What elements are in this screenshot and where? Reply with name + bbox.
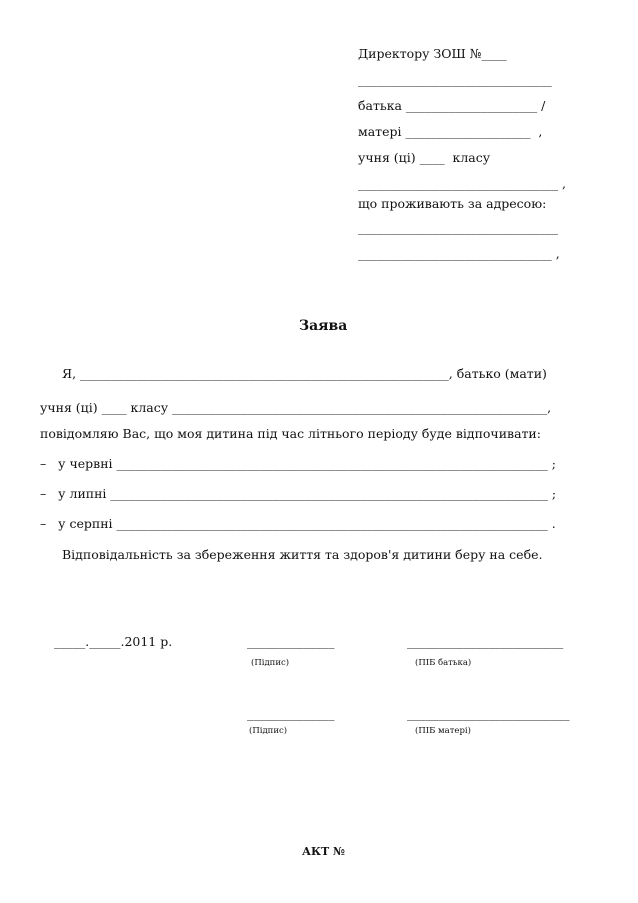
parent-mother-line: матері ____________________ , xyxy=(358,124,543,139)
signature-line-father: ______________ xyxy=(247,634,335,649)
fio-line-father: _________________________ xyxy=(407,634,564,649)
fio-line-mother: __________________________ xyxy=(407,706,570,721)
document-title: Заява xyxy=(299,318,348,334)
parent-father-line: батька _____________________ / xyxy=(358,98,546,113)
fio-caption-mother: (ПІБ матері) xyxy=(415,726,471,736)
signature-caption-father: (Підпис) xyxy=(251,658,290,668)
signature-line-mother: ______________ xyxy=(247,706,335,721)
student-class-line: учня (ці) ____ класу xyxy=(358,150,491,165)
act-heading: АКТ № xyxy=(302,845,345,858)
responsibility-statement: Відповідальність за збереження життя та здоров'я дитини беру на себе. xyxy=(62,547,543,562)
address-line-2: _______________________________ , xyxy=(358,246,560,261)
july-line: – у липні ______________________________________________________________________ ; xyxy=(40,486,557,501)
applicant-line: Я, ___________________________________________________________, батько (мати) xyxy=(62,366,547,381)
fio-caption-father: (ПІБ батька) xyxy=(415,658,472,668)
address-line-1: ________________________________ xyxy=(358,220,558,235)
date-line: _____._____.2011 р. xyxy=(54,634,173,649)
june-line: – у червні _____________________________________________________________________ ; xyxy=(40,456,556,471)
addressee-director: Директору ЗОШ №____ xyxy=(358,46,507,61)
notice-line: повідомляю Вас, що моя дитина під час літнього періоду буде відпочивати: xyxy=(40,426,541,441)
august-line: – у серпні _____________________________________________________________________ . xyxy=(40,516,556,531)
signature-caption-mother: (Підпис) xyxy=(249,726,288,736)
student-class-detail-line: учня (ці) ____ класу ____________________________________________________________, xyxy=(40,400,552,415)
blank-line: _______________________________ xyxy=(358,72,552,87)
blank-line: ________________________________ , xyxy=(358,176,566,191)
address-label: що проживають за адресою: xyxy=(358,196,547,211)
